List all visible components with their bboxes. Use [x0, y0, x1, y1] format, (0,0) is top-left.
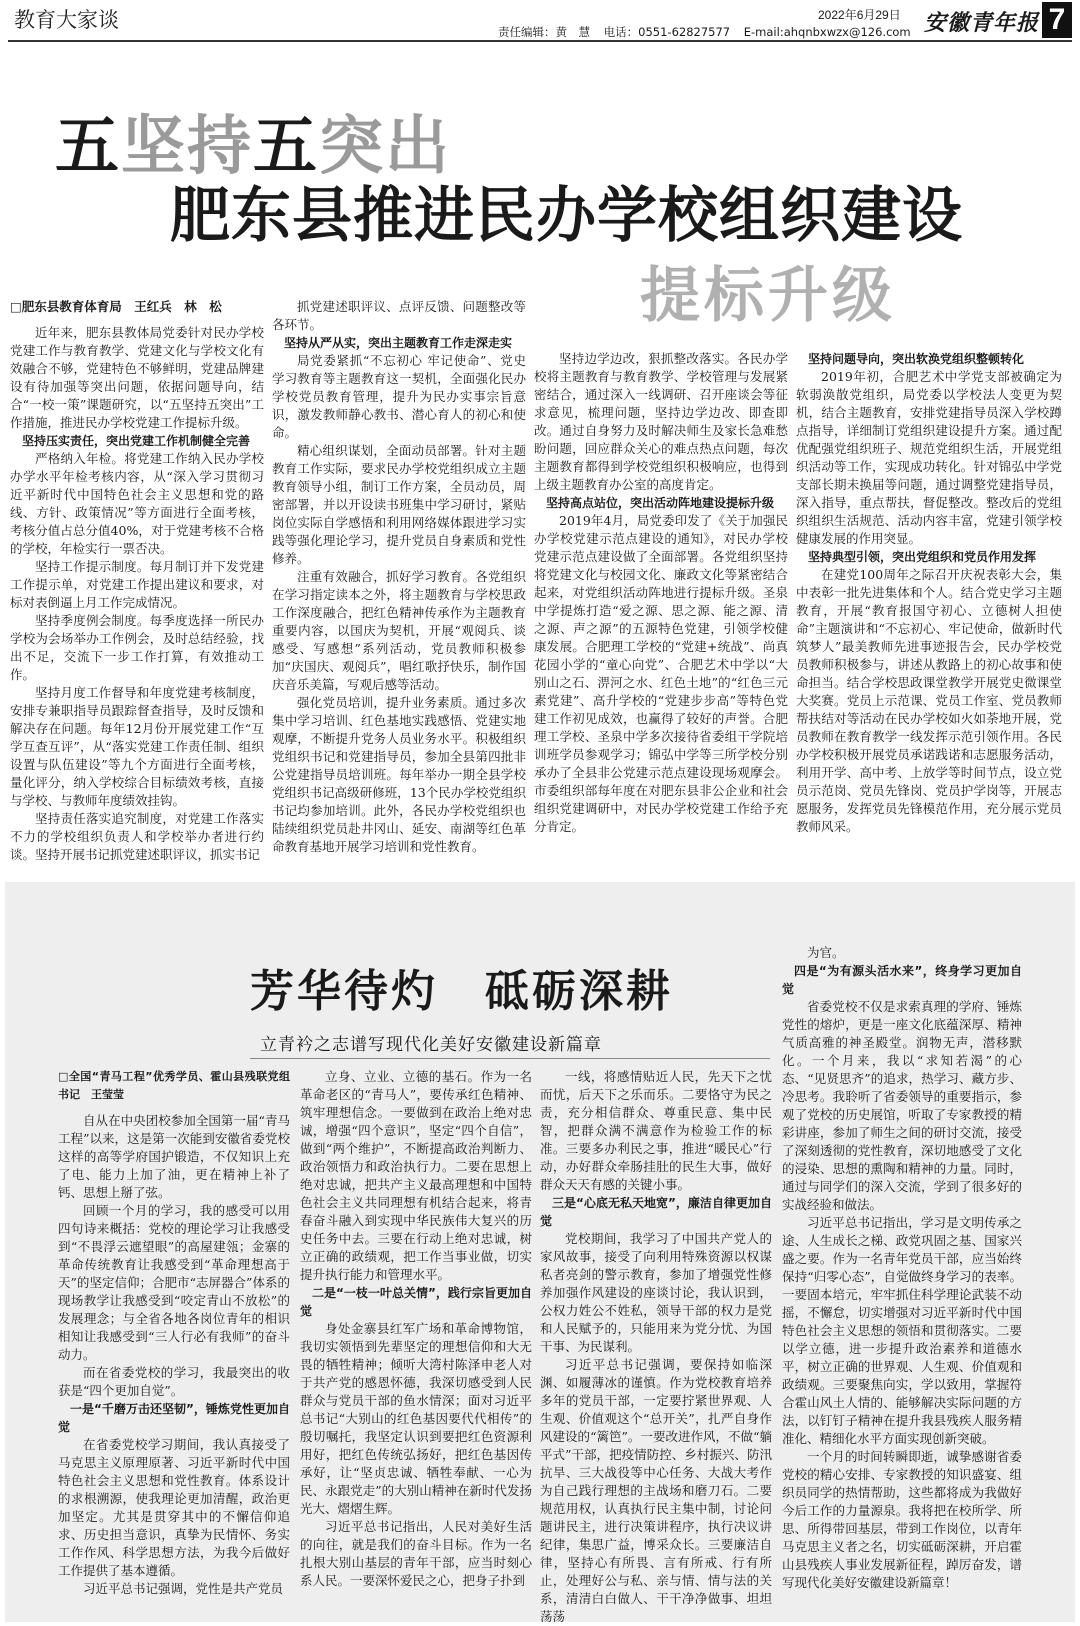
paragraph: 一线，将感情贴近人民，先天下之忧而忧，后天下之乐而乐。二要恪守为民之责，充分相信群众、尊重民意、集中民智，把群众满不满意作为检验工作的标准。三要多办利民之事，推进“暖民心”行动，办好群众牵肠挂肚的民生大事，做好群众天天有感的关键小事。 — [540, 1069, 772, 1192]
section-heading: 坚持高点站位，突出活动阵地建设提标升级 — [546, 496, 775, 510]
paragraph: 2019年初，合肥艺术中学党支部被确定为软弱涣散党组织，局党委以学校法人变更为契机，结合主题教育，安排党建指导员深入学校蹲点指导，详细制订党组织建设提升方案。通过配优配强党组织班子、规范党组织生活，开展党组织活动等工作，实现成功转化。针对锦弘中学党支部长期未换届等问题，通过调整党建指导员，深入指导，重点帮扶，督促整改。整改后的党组织组织生活规范、活动内容丰富，党建引领学校健康发展的作用突显。 — [796, 369, 1062, 546]
editor-phone: 电话：0551-62827577 — [603, 25, 731, 39]
paragraph: 习近平总书记指出，人民对美好生活的向往，就是我们的奋斗目标。作为一名扎根大别山基层的青年干部，应当时刻心系人民。一要深怀爱民之心，把身子扑到 — [300, 1519, 532, 1588]
paragraph: 而在省委党校的学习，我最突出的收获是“四个更加自觉”。 — [58, 1365, 290, 1398]
article1-byline: □肥东县教育体育局 王红兵 林 松 — [10, 299, 222, 314]
section-heading: 一是“千磨万击还坚韧”，锤炼党性更加自觉 — [58, 1402, 290, 1434]
page-number: 7 — [1042, 2, 1072, 38]
section-heading: 三是“心底无私天地宽”，廉洁自律更加自觉 — [540, 1196, 772, 1228]
section-heading: 坚持问题导向，突出软涣党组织整顿转化 — [808, 352, 1025, 366]
editor-email: E-mail:ahqnbxwzx@126.com — [743, 25, 911, 39]
paragraph: 近年来，肥东县教体局党委针对民办学校党建工作与教育教学、党建文化与学校文化有效融合不够，党建特色不够鲜明，党建品牌建设有待加强等突出问题，依据问题导向，结合“一校一策”课题研究，以“五坚持五突出”工作措施，推进民办学校党建工作提标升级。 — [10, 325, 264, 430]
paragraph: 精心组织谋划，全面动员部署。针对主题教育工作实际，要求民办学校党组织成立主题教育领导小组，制订工作方案，全员动员，周密部署，并以开设读书班集中学习研讨，紧贴岗位实际自学感悟和利用网络媒体跟进学习实践等强化理论学习，提升党员自身素质和党性修养。 — [272, 443, 526, 566]
section-heading: 坚持从严从实，突出主题教育工作走深走实 — [284, 336, 513, 350]
header-rule — [8, 40, 1072, 42]
paragraph: 坚持月度工作督导和年度党建考核制度，安排专兼职指导员跟踪督查指导，及时反馈和解决存在问题。每年12月份开展党建工作“互学互查互评”，从“落实党建工作责任制、组织设置与队伍建设”等九个方面进行全面考核，量化评分，纳入学校综合目标绩效考核，直接与学校、与教师年度绩效挂钩。 — [10, 685, 264, 808]
paragraph: 一个月的时间转瞬即逝，诚挚感谢省委党校的精心安排、专家教授的知识盛宴、组织员同学的热情帮助，这些都将成为我做好今后工作的力量源泉。我将把在校所学、所思、所得带回基层，带到工作岗位，以青年马克思主义者之名，切实砥砺深耕，开启霍山县残疾人事业发展新征程，踔厉奋发，谱写现代化美好安徽建设新篇章！ — [782, 1449, 1022, 1590]
masthead-logo: 安徽青年报 — [924, 10, 1040, 36]
paragraph: 抓党建述职评议、点评反馈、问题整改等各环节。 — [272, 299, 526, 332]
article1-column-2 — [272, 298, 526, 854]
section-name: 教育大家谈 — [14, 8, 119, 32]
section-heading: 坚持压实责任，突出党建工作机制健全完善 — [22, 434, 251, 448]
article2-column-3 — [540, 1068, 772, 1624]
paragraph: 习近平总书记强调，党性是共产党员 — [83, 1581, 284, 1596]
subtitle-rule — [250, 1058, 770, 1059]
paragraph: 回顾一个月的学习，我的感受可以用四句诗来概括：党校的理论学习让我感受到“不畏浮云遮望眼”的高屋建瓴；金寨的革命传统教育让我感受到“革命理想高于天”的坚定信仰；合肥市“志屏器合”体系的现场教学让我感受到“咬定青山不放松”的发展理念；与全省各地各岗位青年的相识相知让我感受到“三人行必有我师”的奋斗动力。 — [58, 1203, 290, 1362]
paragraph: 党校期间，我学习了中国共产党人的家风故事，接受了向利用特殊资源以权谋私者亮剑的警示教育，参加了增强党性修养加强作风建设的座谈讨论，我认识到，公权力姓公不姓私，领导干部的权力是党和人民赋予的，只能用来为党分忧、为国干事、为民谋利。 — [540, 1231, 772, 1354]
hl1-part-d: 突出 — [319, 109, 451, 184]
section-heading: 二是“一枝一叶总关情”，践行宗旨更加自觉 — [300, 1286, 532, 1318]
paragraph: 强化党员培训，提升业务素质。通过多次集中学习培训、红色基地实践感悟、党建实地观摩，不断提升党务人员业务水平。积极组织党组织书记和党建指导员，参加全县第四批非公党建指导员培训班。每年举办一期全县学校党组织书记高级研修班，13个民办学校党组织书记均参加培训。此外，各民办学校党组织也陆续组织党员赴井冈山、延安、南湖等红色革命教育基地开展学习培训和党性教育。 — [272, 695, 526, 854]
article1-headline-line2: 肥东县推进民办学校组织建设 — [170, 181, 963, 251]
paragraph: 坚持责任落实追究制度，对党建工作落实不力的学校组织负责人和学校举办者进行约谈。坚持开展书记抓党建述职评议，抓实书记 — [10, 811, 264, 862]
article2-subtitle: 立青衿之志谱写现代化美好安徽建设新篇章 — [260, 1035, 602, 1055]
editor-info — [498, 24, 921, 40]
article2-byline: □全国“青马工程”优秀学员、霍山县残联党组书记 王莹莹 — [58, 1070, 290, 1101]
paragraph: 局党委紧抓“不忘初心 牢记使命”、党史学习教育等主题教育这一契机，全面强化民办学校党员教育管理，提升为民办实事宗旨意识，激发教师静心教书、潜心育人的初心和使命。 — [272, 353, 526, 440]
paragraph: 坚持边学边改，狠抓整改落实。各民办学校将主题教育与教育教学、学校管理与发展紧密结合，通过深入一线调研、召开座谈会等征求意见，梳理问题，坚持边学边改、即查即改。通过自身努力及时解决师生及家长急难愁盼问题，回应群众关心的难点热点问题，每次主题教育都得到学校党组织积极响应，也得到上级主题教育办公室的高度肯定。 — [534, 351, 788, 492]
hl1-part-b: 坚持 — [121, 109, 253, 184]
article2-column-1 — [58, 1068, 290, 1618]
article1-column-3 — [534, 350, 788, 834]
section-heading: 四是“为有源头活水来”，终身学习更加自觉 — [782, 964, 1022, 996]
article1-column-1 — [10, 298, 264, 878]
paragraph: 自从在中央团校参加全国第一届“青马工程”以来，这是第一次能到安徽省委党校这样的高等学府国护锻造，不仅知识上充了电、能力上加了油，更在精神上补了钙、思想上掰了弦。 — [58, 1113, 290, 1200]
paragraph: 身处金寨县红军广场和革命博物馆，我切实领悟到先辈坚定的理想信仰和大无畏的牺牲精神；倾听大湾村陈泽申老人对于共产党的感恩怀德，我深切感受到人民群众与党员干部的鱼水情深；面对习近平总书记“大别山的红色基因要代代相传”的殷切嘱托，我坚定认识到要把红色资源利用好，把红色传统弘扬好，把红色基因传承好，让“坚贞忠诚、牺牲奉献、一心为民、永跟党走”的大别山精神在新时代发扬光大、熠熠生辉。 — [300, 1321, 532, 1516]
paragraph: 为官。 — [807, 945, 845, 960]
article2-column-2 — [300, 1068, 532, 1618]
paragraph: 习近平总书记强调，要保持如临深渊、如履薄冰的谨慎。作为党校教育培养多年的党员干部，一定要拧紧世界观、人生观、价值观这个“总开关”，扎严自身作风建设的“篱笆”。一要改进作风，不做“躺平式”干部，把疫情防控、乡村振兴、防汛抗旱、三大战役等中心任务、大战大考作为自己践行理想的主战场和磨刀石。二要规范用权，认真执行民主集中制，讨论问题讲民主，进行决策讲程序，执行决议讲纪律，集思广益，博采众长。三要廉洁自律，坚持心有所畏、言有所戒、行有所止，处理好公与私、亲与情、情与法的关系，清清白白做人、干干净净做事、坦坦荡荡 — [540, 1357, 772, 1624]
paragraph: 坚持工作提示制度。每月制订并下发党建工作提示单，对党建工作提出建议和要求，对标对表倒逼上月工作完成情况。 — [10, 559, 264, 610]
article1-column-4 — [796, 350, 1062, 850]
paragraph: 在省委党校学习期间，我认真接受了马克思主义原理原著、习近平新时代中国特色社会主义思想和党性教育。体系设计的求根溯源，使我理论更加清醒，政治更加坚定。尤其是贯穿其中的不懈信仰追求、历史担当意识，真挚为民情怀、务实工作作风、科学思想方法，为我今后做好工作提供了基本遵循。 — [58, 1437, 290, 1578]
hl1-part-a: 五 — [55, 109, 121, 184]
paragraph: 习近平总书记指出，学习是文明传承之途、人生成长之梯、政党巩固之基、国家兴盛之要。作为一名青年党员干部，应当始终保持“归零心态”，自觉做终身学习的表率。一要固本培元，牢牢抓住科学理论武装不动摇，不懈怠，切实增强对习近平新时代中国特色社会主义思想的领悟和贯彻落实。二要以学立德，进一步提升政治素养和道德水平，树立正确的世界观、人生观、价值观和政绩观。三要聚焦向实，学以致用，掌握符合霍山风土人情的、能够解决实际问题的方法，以钉钉子精神在提升我县残疾人服务精准化、精细化水平方面实现创新突破。 — [782, 1215, 1022, 1446]
paragraph: 严格纳入年检。将党建工作纳入民办学校办学水平年检考核内容，从“深入学习贯彻习近平新时代中国特色社会主义思想和党的路线、方针、政策情况”等方面进行全面考核，考核分值占总分值40%，对于党建考核不合格的学校，年检实行一票否决。 — [10, 451, 264, 556]
page-header — [0, 0, 1080, 42]
paragraph: 省委党校不仅是求索真理的学府、锤炼党性的熔炉，更是一座文化底蕴深厚、精神气质高雅的神圣殿堂。润物无声，潜移默化。一个月来，我以“求知若渴”的心态、“见贤思齐”的追求，热学习、藏方步、冷思考。我聆听了省委领导的重要指示，参观了党校的历史展馆，听取了专家教授的精彩讲座，参加了师生之间的研讨交流，接受了深刻透彻的党性教育，深切地感受了文化的浸染、思想的熏陶和精神的力量。同时，通过与同学们的深入交流，学到了很多好的实战经验和做法。 — [782, 999, 1022, 1212]
hl1-part-c: 五 — [253, 109, 319, 184]
article2-column-4 — [782, 944, 1022, 1618]
paragraph: 2019年4月，局党委印发了《关于加强民办学校党建示范点建设的通知》，对民办学校党建示范点建设做了全面部署。各党组织坚持将党建文化与校园文化、廉政文化等紧密结合起来，对党组织活动阵地进行提标升级。圣泉中学提炼打造“爱之源、思之源、能之源、清之源、声之源”的五源特色党建，引领学校健康发展。合肥理工学校的“党建+统战”、尚真花园小学的“童心向党”、合肥艺术中学以“大别山之石、淠河之水、红色土地”的“红色三元素党建”、高升学校的“党建步步高”等特色党建工作初见成效，也赢得了较好的声誉。合肥理工学校、圣泉中学多次接待省委组干学院培训班学员参观学习；锦弘中学等三所学校分别承办了全县非公党建示范点建设现场观摩会。市委组织部每年度在对肥东县非公企业和社会组织党建调研中，对民办学校党建工作给予充分肯定。 — [534, 513, 788, 834]
article2-title: 芳华待灼 砥砺深耕 — [250, 966, 673, 1017]
section-heading: 坚持典型引领，突出党组织和党员作用发挥 — [808, 550, 1037, 564]
paragraph: 注重有效融合，抓好学习教育。各党组织在学习指定读本之外，将主题教育与学校思政工作深度融合，把红色精神传承作为主题教育重要内容，以国庆为契机，开展“观阅兵、谈感受、写感想”系列活动，党员教师积极参加“庆国庆、观阅兵”，唱红歌抒快乐，制作国庆音乐美篇，写观后感等活动。 — [272, 569, 526, 692]
article1-headline-line3: 提标升级 — [640, 261, 896, 331]
paragraph: 坚持季度例会制度。每季度选择一所民办学校为会场举办工作例会，及时总结经验，找出不足，交流下一步工作打算，有效推动工作。 — [10, 613, 264, 682]
paragraph: 在建党100周年之际召开庆祝表彰大会，集中表彰一批先进集体和个人。结合党史学习主题教育，开展“教育报国守初心、立德树人担使命”主题演讲和“不忘初心、牢记使命，做新时代筑梦人”最美教师先进事迹报告会，民办学校党员教师积极参与，讲述从教路上的初心故事和使命担当。结合学校思政课堂教学开展党史微课堂大奖赛。党员上示范课、党员工作室、党员教师帮扶结对等活动在民办学校如火如荼地开展，党员教师在教育教学一线发挥示范引领作用。各民办学校积极开展党员承诺践诺和志愿服务活动，利用开学、高中考、上放学等时间节点，设立党员示范岗、党员先锋岗、党员护学岗等，开展志愿服务，发挥党员先锋模范作用，充分展示党员教师风采。 — [796, 567, 1062, 834]
paragraph: 立身、立业、立德的基石。作为一名革命老区的“青马人”，要传承红色精神、筑牢理想信念。一要做到在政治上绝对忠诚，增强“四个意识”，坚定“四个自信”，做到“两个维护”，不断提高政治判断力、政治领悟力和政治执行力。二要在思想上绝对忠诚，把共产主义最高理想和中国特色社会主义共同理想有机结合起来，将青春奋斗融入到实现中华民族伟大复兴的历史任务中去。三要在行动上绝对忠诚，树立正确的政绩观，把工作当事业做，切实提升执行能力和管理水平。 — [300, 1069, 532, 1282]
editor-names: 责任编辑：黄 慧 — [498, 25, 590, 39]
issue-date: 2022年6月29日 — [818, 8, 901, 22]
